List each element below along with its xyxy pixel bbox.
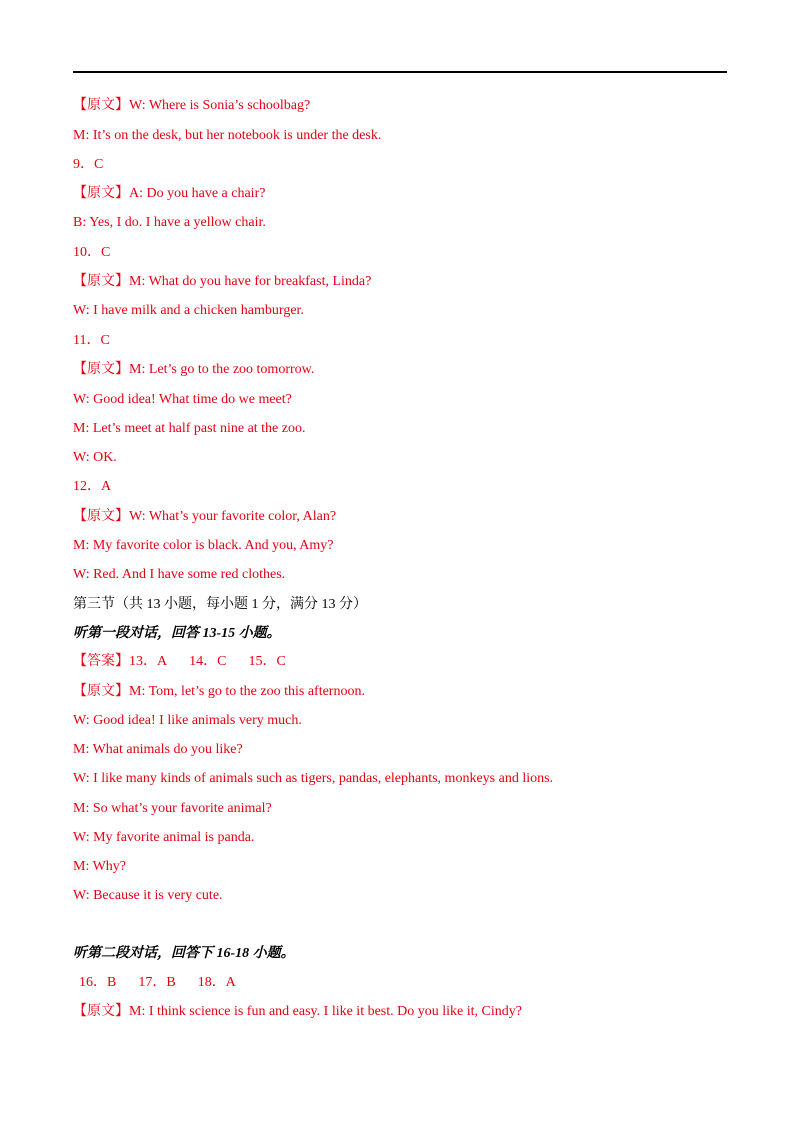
transcript-line: W: Good idea! What time do we meet? — [73, 392, 292, 407]
answer-row — [79, 974, 236, 992]
transcript-line: W: Because it is very cute. — [73, 888, 223, 903]
answer-row — [73, 653, 286, 671]
transcript-line: M: My favorite color is black. And you, Amy? — [73, 538, 334, 553]
transcript-line: 【原文】W: What’s your favorite color, Alan? — [73, 509, 337, 524]
transcript-line: B: Yes, I do. I have a yellow chair. — [73, 215, 266, 230]
header-rule — [73, 71, 727, 73]
transcript-line: W: I have milk and a chicken hamburger. — [73, 303, 304, 318]
transcript-line: M: Why? — [73, 859, 127, 874]
answer-item: 18．A — [197, 975, 236, 990]
answer-item: 【答案】13．A — [73, 654, 168, 669]
answer-line: 12．A — [73, 479, 112, 494]
answer-line: 9．C — [73, 157, 104, 172]
transcript-line: M: It’s on the desk, but her notebook is under the desk. — [73, 128, 382, 143]
transcript-line: W: OK. — [73, 450, 117, 465]
transcript-line: W: Good idea! I like animals very much. — [73, 713, 302, 728]
answer-item: 16．B — [79, 975, 117, 990]
answer-line: 11．C — [73, 333, 110, 348]
transcript-line: W: My favorite animal is panda. — [73, 830, 255, 845]
answer-line: 10．C — [73, 245, 111, 260]
section-heading: 第三节（共 13 小题，每小题 1 分，满分 13 分） — [73, 597, 367, 612]
transcript-line: 【原文】M: Let’s go to the zoo tomorrow. — [73, 362, 315, 377]
transcript-line: 【原文】M: I think science is fun and easy. I like it best. Do you like it, Cindy? — [73, 1004, 522, 1019]
answer-item: 17．B — [138, 975, 176, 990]
transcript-line: W: I like many kinds of animals such as tigers, pandas, elephants, monkeys and lions. — [73, 771, 554, 786]
transcript-line: M: What animals do you like? — [73, 742, 243, 757]
transcript-line: 【原文】W: Where is Sonia’s schoolbag? — [73, 98, 311, 113]
transcript-line: 【原文】A: Do you have a chair? — [73, 186, 266, 201]
transcript-line: 【原文】M: Tom, let’s go to the zoo this afternoon. — [73, 684, 365, 699]
answer-item: 15．C — [248, 654, 286, 669]
answer-item: 14．C — [189, 654, 227, 669]
transcript-line: W: Red. And I have some red clothes. — [73, 567, 286, 582]
dialogue-heading: 听第二段对话，回答下 16-18 小题。 — [73, 946, 295, 961]
transcript-line: 【原文】M: What do you have for breakfast, Linda? — [73, 274, 372, 289]
dialogue-heading: 听第一段对话，回答 13-15 小题。 — [73, 626, 281, 641]
transcript-line: M: Let’s meet at half past nine at the zoo. — [73, 421, 306, 436]
transcript-line: M: So what’s your favorite animal? — [73, 801, 272, 816]
